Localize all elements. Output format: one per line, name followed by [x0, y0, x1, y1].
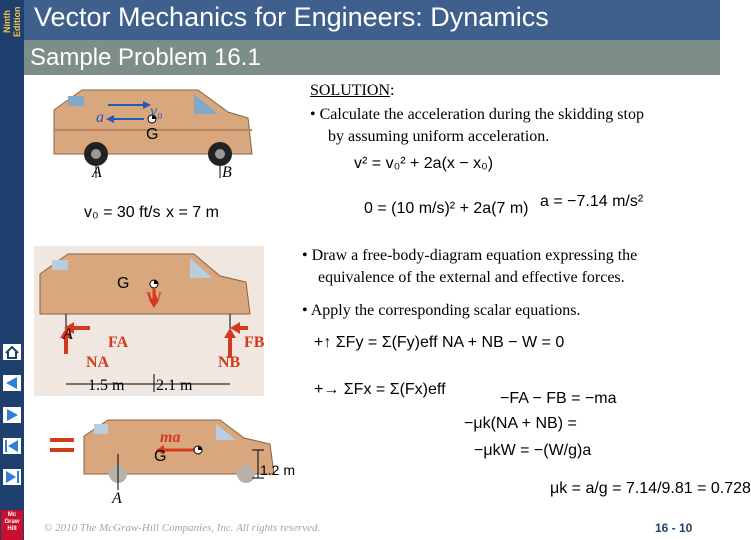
acceleration-result: a = −7.14 m/s² [540, 193, 644, 210]
v0-label: v₀ [150, 103, 163, 120]
last-slide-button[interactable] [2, 468, 22, 486]
friction-force-equation: −FA − FB = −ma [500, 390, 617, 407]
header-bar [24, 0, 720, 40]
edition-label: Ninth Edition [2, 6, 22, 38]
left-nav-strip [0, 0, 24, 540]
point-b-label: B [222, 164, 232, 181]
given-v0: v₀ = 30 ft/s [84, 204, 161, 221]
g-label: G [146, 126, 159, 143]
triangle-left-icon [2, 374, 22, 392]
friction-normal-equation: −μk(NA + NB) = [464, 415, 577, 432]
horizontal-equation: +→ ΣFx = Σ(Fx)eff [314, 381, 446, 398]
previous-button[interactable] [2, 374, 22, 392]
kinematics-equation: v² = v₀² + 2a(x − x₀) [354, 155, 494, 172]
given-x: x = 7 m [166, 204, 219, 221]
page-number: 16 - 10 [655, 521, 693, 535]
substituted-equation: 0 = (10 m/s)² + 2a(7 m) [364, 200, 529, 217]
ma-label: ma [160, 429, 181, 446]
slide-subtitle: Sample Problem 16.1 [30, 44, 261, 71]
point-a-label: A [92, 164, 102, 181]
home-button[interactable] [2, 343, 22, 361]
publisher-logo: Mc Graw Hill [1, 510, 23, 540]
figure-free-body-diagram [34, 246, 264, 396]
a-label: a [96, 109, 104, 126]
next-button[interactable] [2, 406, 22, 424]
effective-g-label: G [154, 448, 167, 465]
bullet2-line2: equivalence of the external and effective forces. [318, 269, 625, 286]
friction-coefficient-result: μk = a/g = 7.14/9.81 = 0.728 [550, 480, 751, 497]
skip-back-icon [2, 437, 22, 455]
fbd-w-label: W [146, 290, 162, 307]
skip-forward-icon [2, 468, 22, 486]
fbd-fa-label: FA [108, 334, 129, 351]
bullet1-line1: • Calculate the acceleration during the skidding stop [310, 106, 644, 123]
solution-heading: SOLUTION: [310, 82, 395, 99]
fbd-g-label: G [117, 275, 130, 292]
fbd-na-label: NA [86, 354, 110, 371]
dimension-1-2m: 1.2 m [260, 462, 296, 478]
fbd-nb-label: NB [218, 354, 241, 371]
bullet2-line1: • Draw a free-body-diagram equation expressing the [302, 247, 638, 264]
bullet1-line2: by assuming uniform acceleration. [328, 128, 550, 145]
bullet3: • Apply the corresponding scalar equations. [302, 302, 581, 319]
solution-heading-text: SOLUTION [310, 82, 390, 99]
triangle-right-icon [2, 406, 22, 424]
page-title: Vector Mechanics for Engineers: Dynamics [34, 2, 549, 32]
fbd-a-label: A [63, 326, 73, 343]
effective-a-label: A [112, 490, 122, 507]
fbd-fb-label: FB [244, 334, 265, 351]
equals-sign [50, 436, 74, 454]
first-slide-button[interactable] [2, 437, 22, 455]
dimension-1-5m: 1.5 m [88, 377, 125, 394]
dimension-2-1m: 2.1 m [156, 377, 193, 394]
friction-weight-equation: −μkW = −(W/g)a [474, 442, 592, 459]
subheader-bar [24, 40, 720, 75]
home-icon [2, 343, 22, 361]
copyright-text: © 2010 The McGraw-Hill Companies, Inc. All rights reserved. [44, 522, 321, 534]
vertical-equilibrium-equation: +↑ ΣFy = Σ(Fy)eff NA + NB − W = 0 [314, 334, 565, 351]
